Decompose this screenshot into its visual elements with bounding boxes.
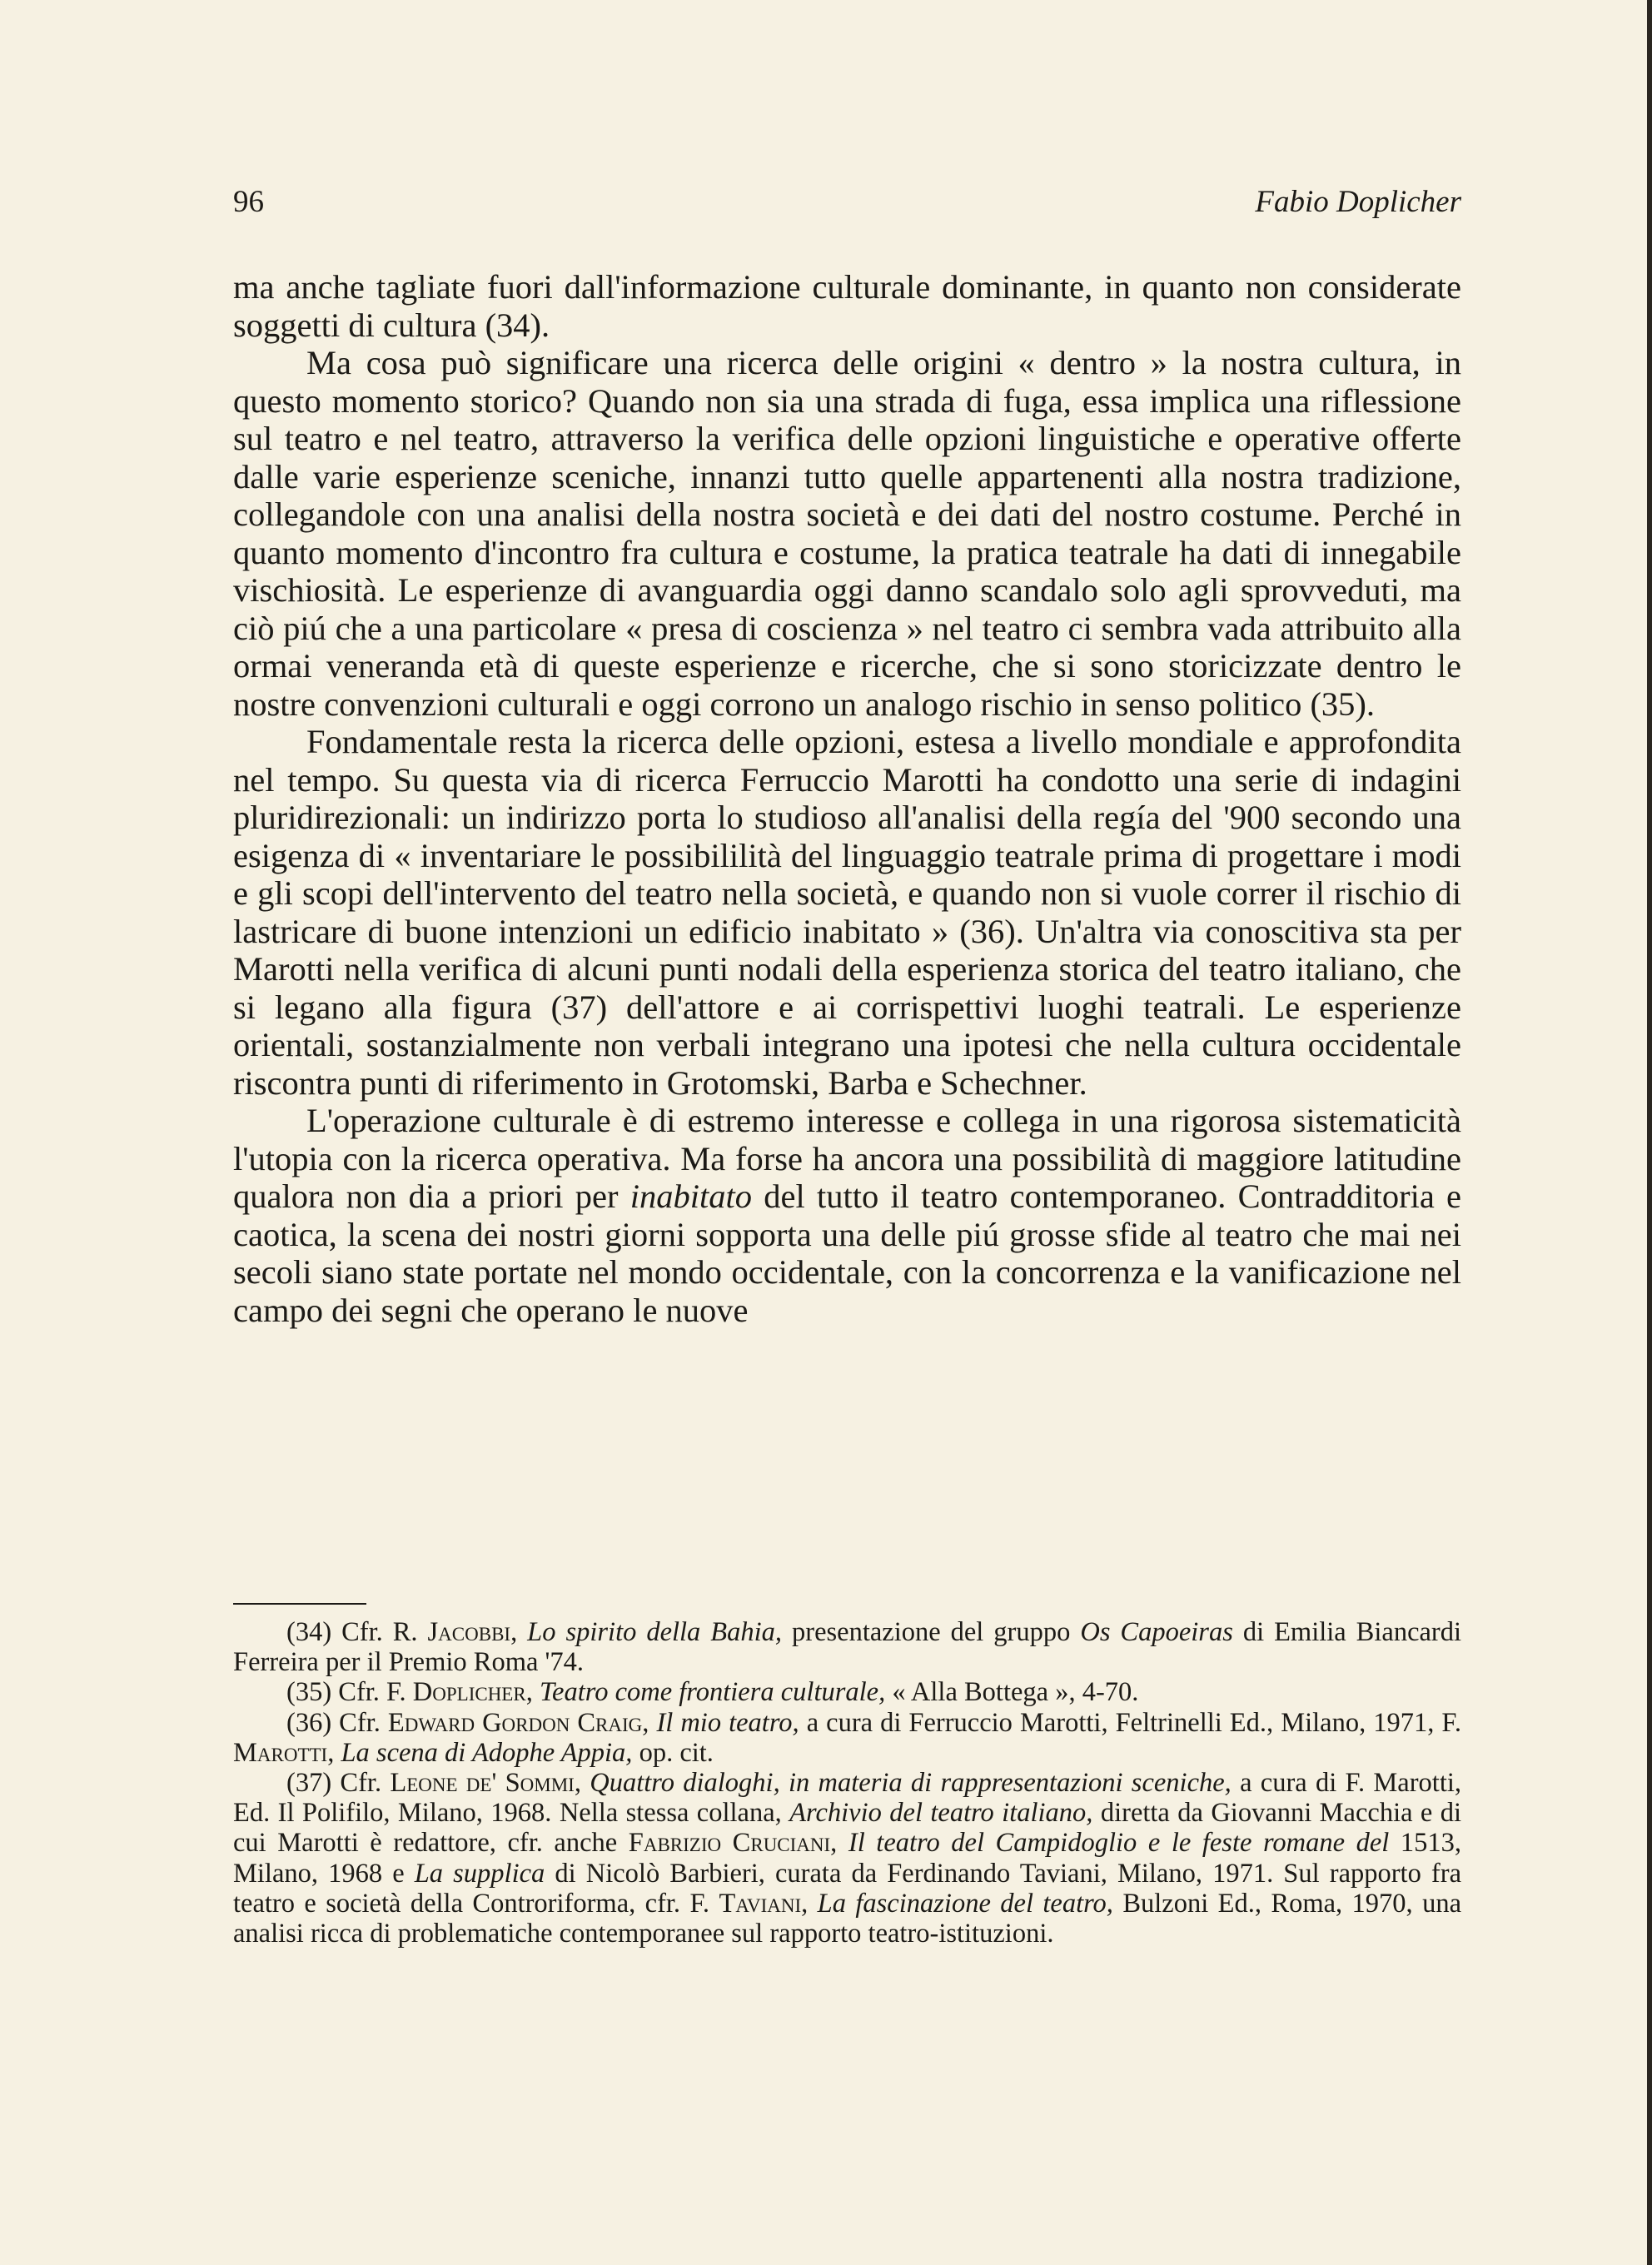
fn37-author: Taviani,: [719, 1888, 809, 1919]
fn37-text: 1513, Milano, 1968 e: [233, 1828, 1461, 1889]
fn37-text: diretta da Giovanni Macchia e di cui Marotti è redattore, cfr. anche: [233, 1798, 1462, 1859]
fn37-title: Archivio del teatro italiano,: [789, 1798, 1093, 1829]
fn35-author: Doplicher,: [412, 1677, 533, 1708]
fn36-author: Edward Gordon Craig,: [387, 1707, 649, 1738]
fn35-text: (35) Cfr. F.: [286, 1677, 406, 1708]
running-head-author: Fabio Doplicher: [1255, 185, 1461, 219]
fn34-text: presentazione del gruppo: [792, 1617, 1071, 1647]
paragraph-4-text-a: L'operazione culturale è di estremo interesse e collega in una rigorosa sistematicità l'utopia con la ricerca operativa. Ma forse ha ancora una possibilità di maggiore latitudine qualora non dia a priori per: [233, 1102, 1461, 1215]
fn35-title: Teatro come frontiera culturale,: [539, 1677, 886, 1708]
fn36-title: La scena di Adophe Appia,: [341, 1737, 633, 1768]
fn36-text: (36) Cfr.: [286, 1707, 381, 1738]
fn37-title: La fascinazione del teatro,: [817, 1888, 1113, 1919]
fn34-text: di Emilia Biancardi Ferreira per il Premio Roma '74.: [233, 1617, 1462, 1678]
paragraph-2: Ma cosa può significare una ricerca delle origini « dentro » la nostra cultura, in questo momento storico? Quando non sia una strada di fuga, essa implica una riflessione sul teatro e nel teatro, attraverso la verifica delle opzioni linguistiche e operative offerte dalle varie esperienze sceniche, innanzi tutto quelle appartenenti alla nostra tradizione, collegandole con una analisi della nostra società e dei dati del nostro costume. Perché in quanto momento d'incontro fra cultura e costume, la pratica teatrale ha dati di innegabile vischiosità. Le esperienze di avanguardia oggi danno scandalo solo agli sprovveduti, ma ciò piú che a una particolare « presa di coscienza » nel teatro ci sembra vada attribuito alla ormai veneranda età di queste esperienze e ricerche, che si sono storicizzate dentro le nostre convenzioni culturali e oggi corrono un analogo rischio in senso politico (35).: [233, 344, 1461, 723]
fn37-title: La supplica: [414, 1858, 545, 1889]
fn37-text: (37) Cfr.: [286, 1768, 382, 1799]
fn37-author: Leone de' Sommi,: [390, 1768, 581, 1799]
fn37-text: di Nicolò Barbieri, curata da Ferdinando Taviani, Milano, 1971. Sul rapporto fra teatro e società della Controriforma, cfr. F.: [233, 1858, 1462, 1919]
fn34-title: Os Capoeiras: [1080, 1617, 1233, 1647]
footnote-37: [233, 1768, 1461, 1949]
footnote-rule: [233, 1603, 366, 1605]
fn34-author: Jacobbi,: [427, 1617, 518, 1647]
fn34-title: Lo spirito della Bahia,: [527, 1617, 783, 1647]
page-edge: [1647, 0, 1652, 2265]
paragraph-1: ma anche tagliate fuori dall'informazione culturale dominante, in quanto non considerate soggetti di cultura (34).: [233, 268, 1461, 344]
fn36-author: Marotti,: [233, 1737, 335, 1768]
footnote-35: [233, 1677, 1461, 1707]
page-number: 96: [233, 185, 264, 219]
footnote-34: [233, 1617, 1461, 1677]
footnotes: [233, 1617, 1461, 1949]
fn35-text: « Alla Bottega », 4-70.: [892, 1677, 1139, 1708]
footnote-36: [233, 1708, 1461, 1768]
fn37-text: Bulzoni Ed., Roma, 1970, una analisi ricca di problematiche contemporanee sul rapporto teatro-istituzioni.: [233, 1888, 1462, 1949]
paragraph-4-text-c: del tutto il teatro contemporaneo. Contradditoria e caotica, la scena dei nostri giorni sopporta una delle piú grosse sfide al teatro che mai nei secoli siano state portate nel mondo occidentale, con la concorrenza e la vanificazione nel campo dei segni che operano le nuove: [233, 1177, 1462, 1329]
fn37-title: Il teatro del Campidoglio e le feste romane del: [848, 1828, 1390, 1859]
fn37-title: Quattro dialoghi, in materia di rappresentazioni sceniche,: [590, 1768, 1232, 1799]
paragraph-4: [233, 1102, 1461, 1329]
body-text: [233, 268, 1461, 1329]
fn37-author: Fabrizio Cruciani,: [628, 1828, 838, 1859]
fn34-text: (34) Cfr. R.: [286, 1617, 418, 1647]
fn36-text: a cura di Ferruccio Marotti, Feltrinelli Ed., Milano, 1971, F.: [806, 1707, 1461, 1738]
paragraph-4-italic: inabitato: [629, 1177, 752, 1215]
paragraph-3: Fondamentale resta la ricerca delle opzioni, estesa a livello mondiale e approfondita nel tempo. Su questa via di ricerca Ferruccio Marotti ha condotto una serie di indagini pluridirezionali: un indirizzo porta lo studioso all'analisi della regía del '900 secondo una esigenza di « inventariare le possibililità del linguaggio teatrale prima di progettare i modi e gli scopi dell'intervento del teatro nella società, e quando non si vuole correr il rischio di lastricare di buone intenzioni un edificio inabitato » (36). Un'altra via conoscitiva sta per Marotti nella verifica di alcuni punti nodali della esperienza storica del teatro italiano, che si legano alla figura (37) dell'attore e ai corrispettivi luoghi teatrali. Le esperienze orientali, sostanzialmente non verbali integrano una ipotesi che nella cultura occidentale riscontra punti di riferimento in Grotomski, Barba e Schechner.: [233, 723, 1461, 1102]
fn36-text: op. cit.: [639, 1737, 714, 1768]
running-head: [233, 182, 1461, 223]
fn36-title: Il mio teatro,: [656, 1707, 799, 1738]
fn37-text: a cura di F. Marotti, Ed. Il Polifilo, Milano, 1968. Nella stessa collana,: [233, 1768, 1462, 1829]
